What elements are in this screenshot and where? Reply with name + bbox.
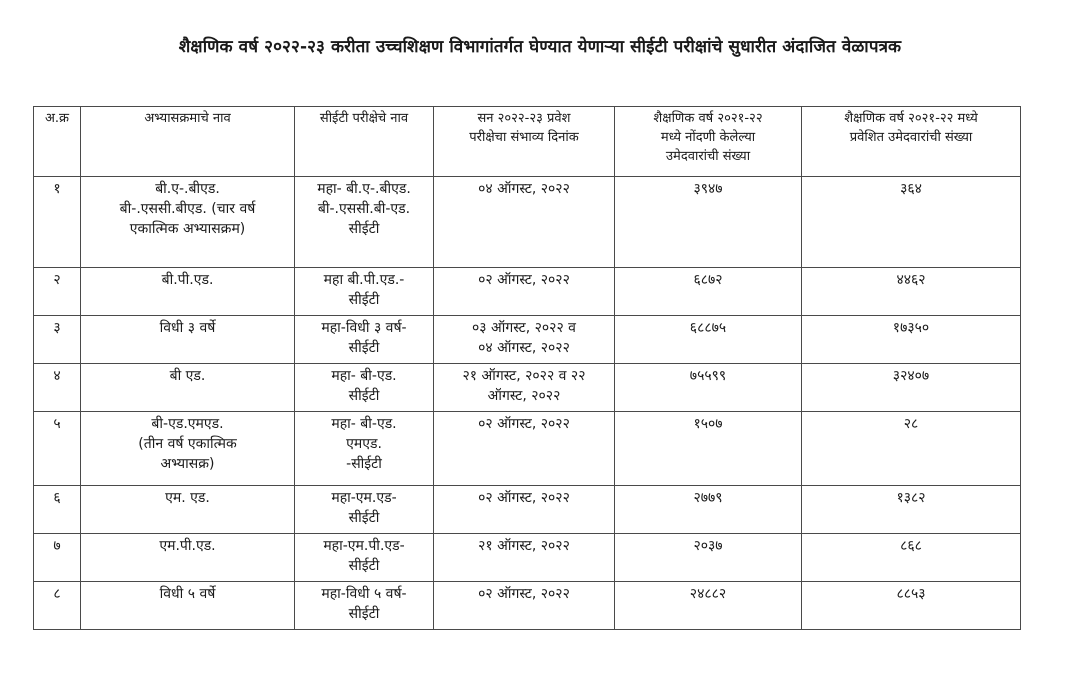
cell-admitted-count: ८८५३ xyxy=(802,582,1021,630)
cell-registered-count: २४८८२ xyxy=(615,582,802,630)
header-cet-name: सीईटी परीक्षेचे नाव xyxy=(295,107,434,177)
cell-cet-name xyxy=(295,268,434,316)
header-registered-count xyxy=(615,107,802,177)
cell-line: सीईटी xyxy=(348,606,380,622)
cell-exam-date xyxy=(434,582,615,630)
cell-registered-count: ६८७२ xyxy=(615,268,802,316)
cell-cet-name xyxy=(295,412,434,486)
cell-line: बी-.एससी.बीएड. (चार वर्ष xyxy=(119,201,256,217)
cell-serial: ५ xyxy=(34,412,81,486)
cell-serial: ७ xyxy=(34,534,81,582)
cell-registered-count: ३९४७ xyxy=(615,177,802,268)
cell-line: ०४ ऑगस्ट, २०२२ xyxy=(478,340,570,356)
cell-line: ०३ ऑगस्ट, २०२२ व xyxy=(472,320,576,336)
cell-line: (तीन वर्ष एकात्मिक xyxy=(138,436,237,452)
cell-serial: ४ xyxy=(34,364,81,412)
header-line: सन २०२२-२३ प्रवेश xyxy=(477,111,571,126)
cell-line: महा-एम.पी.एड- xyxy=(323,538,405,554)
table-row xyxy=(34,412,1021,486)
table-row xyxy=(34,316,1021,364)
cell-course-name xyxy=(81,582,295,630)
cell-course-name xyxy=(81,268,295,316)
header-serial: अ.क्र xyxy=(34,107,81,177)
cell-line: सीईटी xyxy=(348,510,380,526)
table-row xyxy=(34,582,1021,630)
cell-line: महा- बी-एड. xyxy=(331,368,397,384)
cell-course-name xyxy=(81,364,295,412)
cell-line: ०२ ऑगस्ट, २०२२ xyxy=(478,586,570,602)
header-line: शैक्षणिक वर्ष २०२१-२२ xyxy=(653,111,763,126)
table-row xyxy=(34,486,1021,534)
cell-line: महा-विधी ५ वर्ष- xyxy=(321,586,407,602)
cell-line: ०२ ऑगस्ट, २०२२ xyxy=(478,490,570,506)
cell-line: बी एड. xyxy=(169,368,206,384)
cell-admitted-count: ३६४ xyxy=(802,177,1021,268)
cell-line: ०४ ऑगस्ट, २०२२ xyxy=(478,181,570,197)
cell-registered-count: १५०७ xyxy=(615,412,802,486)
header-line: मध्ये नोंदणी केलेल्या xyxy=(660,130,756,145)
cell-line: एम.पी.एड. xyxy=(159,538,216,554)
header-line: परीक्षेचा संभाव्य दिनांक xyxy=(469,130,579,145)
cell-serial: १ xyxy=(34,177,81,268)
cell-cet-name xyxy=(295,364,434,412)
cell-line: सीईटी xyxy=(348,292,380,308)
cell-registered-count: २०३७ xyxy=(615,534,802,582)
cell-line: ०२ ऑगस्ट, २०२२ xyxy=(478,272,570,288)
table-row xyxy=(34,364,1021,412)
cell-course-name xyxy=(81,177,295,268)
cell-line: बी-एड.एमएड. xyxy=(151,416,224,432)
header-exam-date xyxy=(434,107,615,177)
cell-serial: ३ xyxy=(34,316,81,364)
cell-serial: ८ xyxy=(34,582,81,630)
cell-exam-date xyxy=(434,486,615,534)
cell-admitted-count: २८ xyxy=(802,412,1021,486)
cell-cet-name xyxy=(295,486,434,534)
cell-serial: २ xyxy=(34,268,81,316)
cell-line: महा- बी-एड. xyxy=(331,416,397,432)
cell-line: महा बी.पी.एड.- xyxy=(323,272,405,288)
cell-admitted-count: १७३५० xyxy=(802,316,1021,364)
cell-cet-name xyxy=(295,177,434,268)
cell-admitted-count: १३८२ xyxy=(802,486,1021,534)
cell-exam-date xyxy=(434,534,615,582)
cell-line: एकात्मिक अभ्यासक्रम) xyxy=(129,221,246,237)
cell-cet-name xyxy=(295,582,434,630)
table-header-row xyxy=(34,107,1021,177)
cell-line: एमएड. xyxy=(346,436,382,452)
cell-line: महा-एम.एड- xyxy=(331,490,397,506)
cell-line: बी.ए-.बीएड. xyxy=(155,181,220,197)
cell-cet-name xyxy=(295,534,434,582)
cell-registered-count: ६८८७५ xyxy=(615,316,802,364)
cell-line: एम. एड. xyxy=(165,490,210,506)
cell-line: सीईटी xyxy=(348,221,380,237)
cell-line: २१ ऑगस्ट, २०२२ xyxy=(478,538,570,554)
cell-line: अभ्यासक्र) xyxy=(160,456,215,472)
cell-exam-date xyxy=(434,364,615,412)
cell-course-name xyxy=(81,534,295,582)
table-row xyxy=(34,268,1021,316)
cell-exam-date xyxy=(434,177,615,268)
cell-admitted-count: ३२४०७ xyxy=(802,364,1021,412)
cell-line: ऑगस्ट, २०२२ xyxy=(487,388,561,404)
cell-course-name xyxy=(81,316,295,364)
cell-line: बी-.एससी.बी-एड. xyxy=(317,201,411,217)
header-admitted-count xyxy=(802,107,1021,177)
cell-line: -सीईटी xyxy=(346,456,382,472)
cell-exam-date xyxy=(434,316,615,364)
cell-line: विधी ३ वर्षे xyxy=(159,320,216,336)
cell-exam-date xyxy=(434,412,615,486)
document-title: शैक्षणिक वर्ष २०२२-२३ करीता उच्चशिक्षण विभागांतर्गत घेण्यात येणाऱ्या सीईटी परीक्षांचे सुधारीत अंदाजित वेळापत्रक xyxy=(178,37,902,57)
cell-admitted-count: ४४६२ xyxy=(802,268,1021,316)
cell-line: २१ ऑगस्ट, २०२२ व २२ xyxy=(462,368,586,384)
table-row xyxy=(34,177,1021,268)
cell-registered-count: २७७९ xyxy=(615,486,802,534)
cell-line: बी.पी.एड. xyxy=(161,272,214,288)
header-line: शैक्षणिक वर्ष २०२१-२२ मध्ये xyxy=(844,111,978,126)
cell-line: महा-विधी ३ वर्ष- xyxy=(321,320,407,336)
cell-registered-count: ७५५९९ xyxy=(615,364,802,412)
table-row xyxy=(34,534,1021,582)
cell-course-name xyxy=(81,412,295,486)
header-line: उमेदवारांची संख्या xyxy=(665,149,751,164)
cell-line: ०२ ऑगस्ट, २०२२ xyxy=(478,416,570,432)
cell-serial: ६ xyxy=(34,486,81,534)
cell-line: सीईटी xyxy=(348,558,380,574)
cell-line: विधी ५ वर्षे xyxy=(159,586,216,602)
cell-line: सीईटी xyxy=(348,388,380,404)
cell-admitted-count: ८६८ xyxy=(802,534,1021,582)
cell-course-name xyxy=(81,486,295,534)
header-line: प्रवेशित उमेदवारांची संख्या xyxy=(849,130,973,145)
cell-line: सीईटी xyxy=(348,340,380,356)
header-course-name: अभ्यासक्रमाचे नाव xyxy=(81,107,295,177)
cell-exam-date xyxy=(434,268,615,316)
cell-cet-name xyxy=(295,316,434,364)
cet-schedule-table xyxy=(33,106,1021,630)
cell-line: महा- बी.ए-.बीएड. xyxy=(317,181,411,197)
